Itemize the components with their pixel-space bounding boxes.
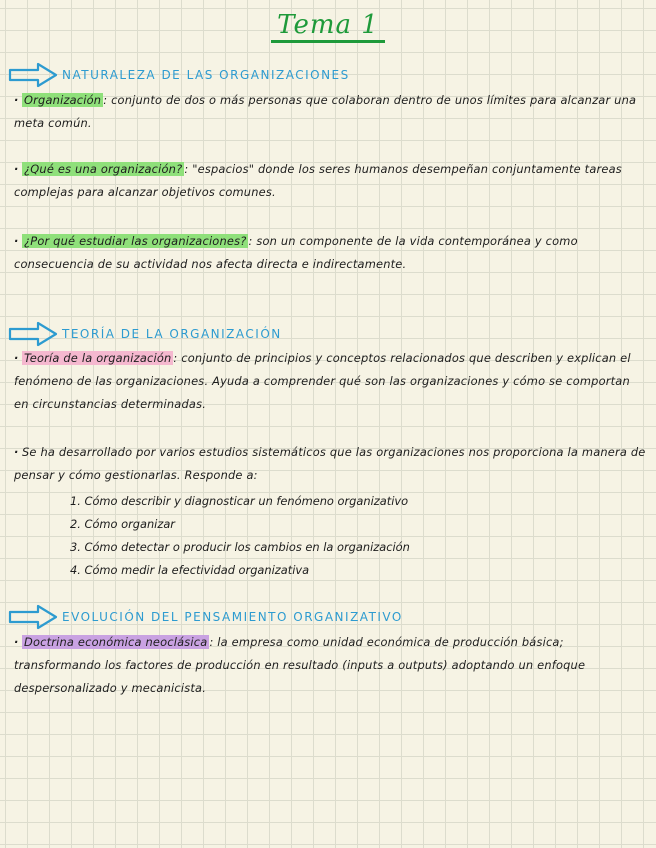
paragraph-organizacion: · Organización : conjunto de dos o más personas que colaboran dentro de unos límites para alcanzar una meta común. (14, 93, 637, 130)
list-item: 1. Cómo describir y diagnosticar un fenómeno organizativo (70, 494, 409, 508)
arrow-right-icon (8, 62, 58, 88)
paragraph-doctrina: · Doctrina económica neoclásica : la empresa como unidad económica de producción básica; transformando los factores de producción en resultado (inputs a outputs) adoptando un enfoque despersonalizado y mecanicista. (14, 635, 586, 695)
section-title: TEORÍA DE LA ORGANIZACIÓN (62, 327, 282, 341)
page-title: Tema 1 (0, 10, 656, 40)
arrow-right-icon (8, 321, 58, 347)
list-item: 4. Cómo medir la efectividad organizativa (70, 563, 310, 577)
section-heading-evolucion (8, 604, 403, 630)
section-heading-teoria (8, 321, 282, 347)
highlighted-term: Teoría de la organización (24, 351, 172, 365)
paragraph-que-es: · ¿Qué es una organización? : "espacios" donde los seres humanos desempeñan conjuntamente tareas complejas para alcanzar objetivos comunes. (14, 162, 622, 199)
section-title: NATURALEZA DE LAS ORGANIZACIONES (62, 68, 350, 82)
numbered-list (70, 490, 630, 582)
paragraph-desarrollo: · Se ha desarrollado por varios estudios sistemáticos que las organizaciones nos proporciona la manera de pensar y cómo gestionarlas. Responde a: (14, 445, 646, 482)
section-title: EVOLUCIÓN DEL PENSAMIENTO ORGANIZATIVO (62, 610, 403, 624)
arrow-right-icon (8, 604, 58, 630)
highlighted-term: ¿Por qué estudiar las organizaciones? (24, 234, 247, 248)
highlighted-term: ¿Qué es una organización? (24, 162, 183, 176)
section-heading-naturaleza (8, 62, 350, 88)
highlighted-term: Doctrina económica neoclásica (24, 635, 208, 649)
list-item: 2. Cómo organizar (70, 517, 175, 531)
highlighted-term: Organización (24, 93, 102, 107)
paragraph-por-que: · ¿Por qué estudiar las organizaciones? : son un componente de la vida contemporánea y como consecuencia de su actividad nos afecta directa e indirectamente. (14, 234, 578, 271)
paragraph-teoria: · Teoría de la organización : conjunto de principios y conceptos relacionados que describen y explican el fenómeno de las organizaciones. Ayuda a comprender qué son las organizaciones y cómo se comportan en circunstancias determinadas. (14, 351, 631, 411)
list-item: 3. Cómo detectar o producir los cambios en la organización (70, 540, 410, 554)
